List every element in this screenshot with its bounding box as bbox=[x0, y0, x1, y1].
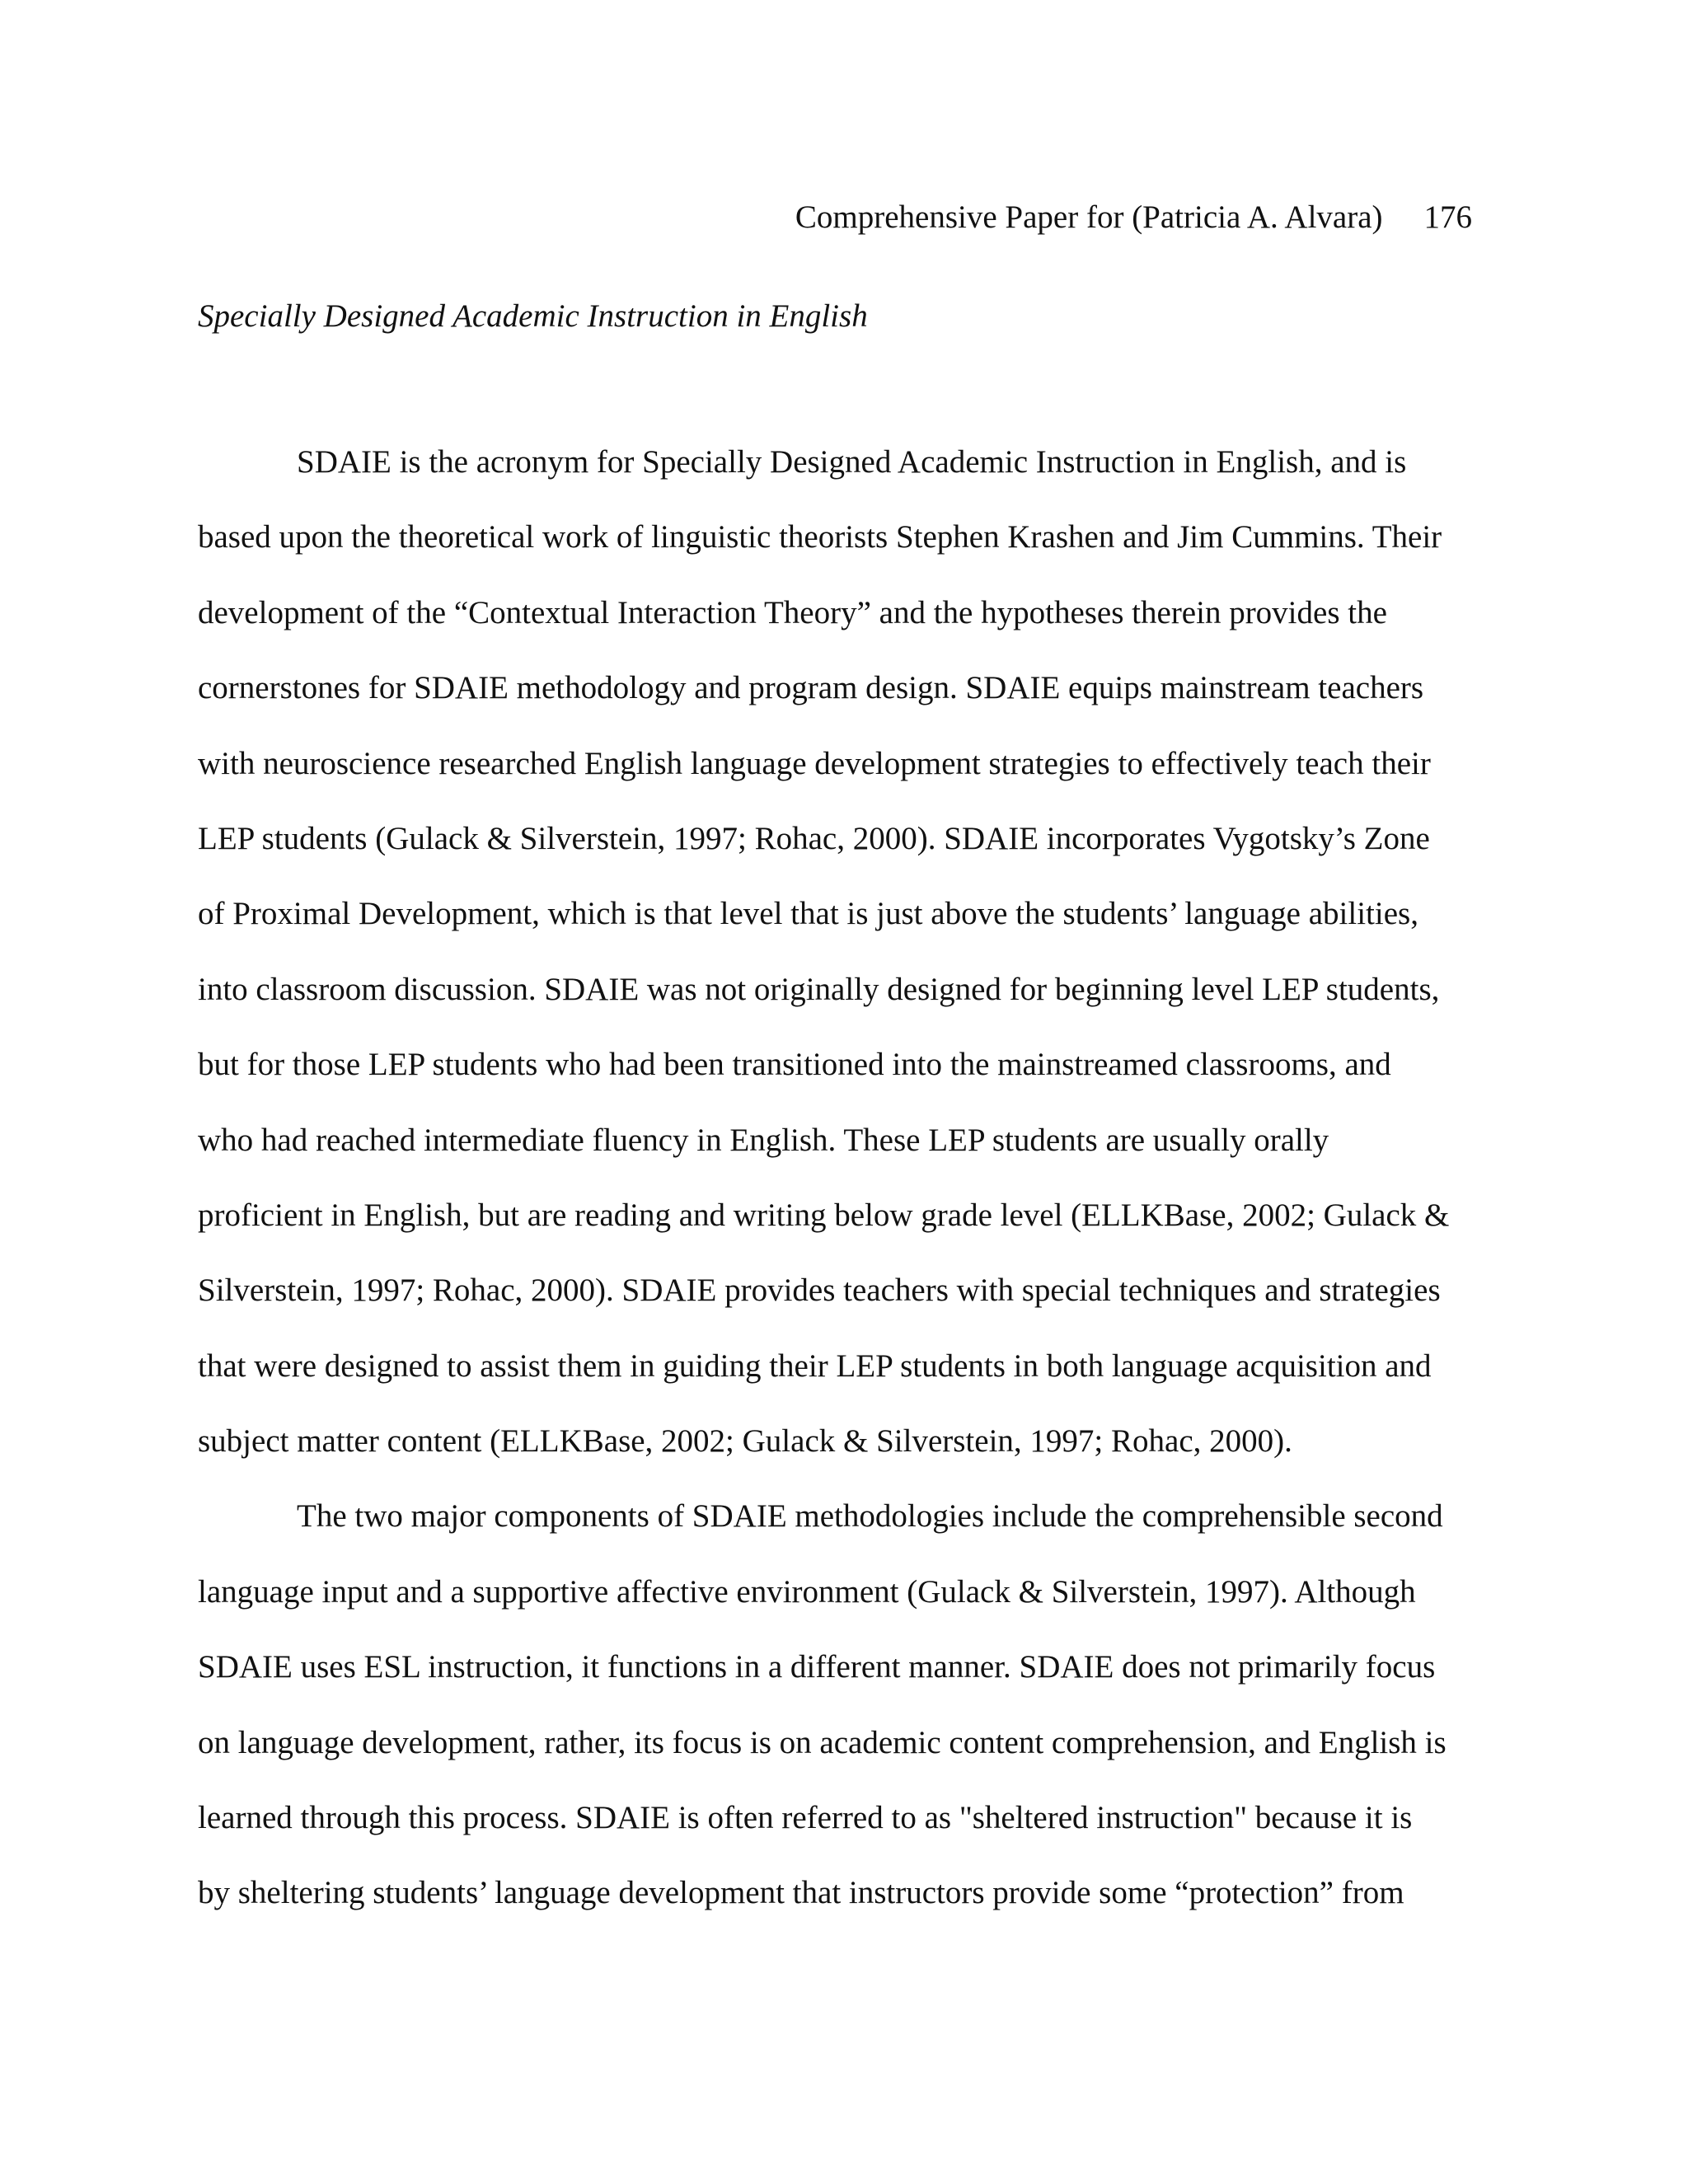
paragraph-1-line: based upon the theoretical work of linguistic theorists Stephen Krashen and Jim Cummins. Their bbox=[198, 519, 1442, 555]
paragraph-2-line: language input and a supportive affective environment (Gulack & Silverstein, 1997). Although bbox=[198, 1573, 1416, 1610]
paragraph-1-line: cornerstones for SDAIE methodology and program design. SDAIE equips mainstream teachers bbox=[198, 670, 1424, 706]
paragraph-1-line: proficient in English, but are reading and writing below grade level (ELLKBase, 2002; Gulack & bbox=[198, 1197, 1450, 1233]
page-number: 176 bbox=[1423, 199, 1472, 235]
section-heading: Specially Designed Academic Instruction in English bbox=[198, 298, 868, 334]
paragraph-1-line: SDAIE is the acronym for Specially Designed Academic Instruction in English, and is bbox=[297, 444, 1407, 480]
paragraph-1-line: subject matter content (ELLKBase, 2002; Gulack & Silverstein, 1997; Rohac, 2000). bbox=[198, 1423, 1292, 1460]
body-text bbox=[198, 441, 1484, 1947]
paragraph-2-line: on language development, rather, its focus is on academic content comprehension, and English is bbox=[198, 1724, 1447, 1760]
paragraph-1-line: development of the “Contextual Interaction Theory” and the hypotheses therein provides the bbox=[198, 594, 1387, 630]
paragraph-1-line: but for those LEP students who had been transitioned into the mainstreamed classrooms, and bbox=[198, 1047, 1391, 1083]
paragraph-2-line: The two major components of SDAIE methodologies include the comprehensible second bbox=[297, 1498, 1443, 1535]
paragraph-1-line: who had reached intermediate fluency in English. These LEP students are usually orally bbox=[198, 1122, 1329, 1158]
paragraph-1-line: with neuroscience researched English language development strategies to effectively teach their bbox=[198, 745, 1431, 781]
paragraph-1-line: Silverstein, 1997; Rohac, 2000). SDAIE provides teachers with special techniques and strategies bbox=[198, 1272, 1441, 1309]
paragraph-2-line: learned through this process. SDAIE is often referred to as "sheltered instruction" because it is bbox=[198, 1800, 1413, 1836]
paragraph-2-line: by sheltering students’ language development that instructors provide some “protection” from bbox=[198, 1875, 1404, 1911]
paragraph-1-line: of Proximal Development, which is that level that is just above the students’ language abilities, bbox=[198, 896, 1418, 932]
running-head bbox=[795, 196, 1472, 239]
paragraph-2-line: SDAIE uses ESL instruction, it functions in a different manner. SDAIE does not primarily focus bbox=[198, 1649, 1436, 1685]
paragraph-1-line: into classroom discussion. SDAIE was not originally designed for beginning level LEP students, bbox=[198, 971, 1440, 1007]
running-title: Comprehensive Paper for (Patricia A. Alvara) bbox=[795, 199, 1383, 235]
paragraph-1-line: LEP students (Gulack & Silverstein, 1997; Rohac, 2000). SDAIE incorporates Vygotsky’s Zone bbox=[198, 820, 1430, 856]
paragraph-1-line: that were designed to assist them in guiding their LEP students in both language acquisition and bbox=[198, 1347, 1432, 1384]
